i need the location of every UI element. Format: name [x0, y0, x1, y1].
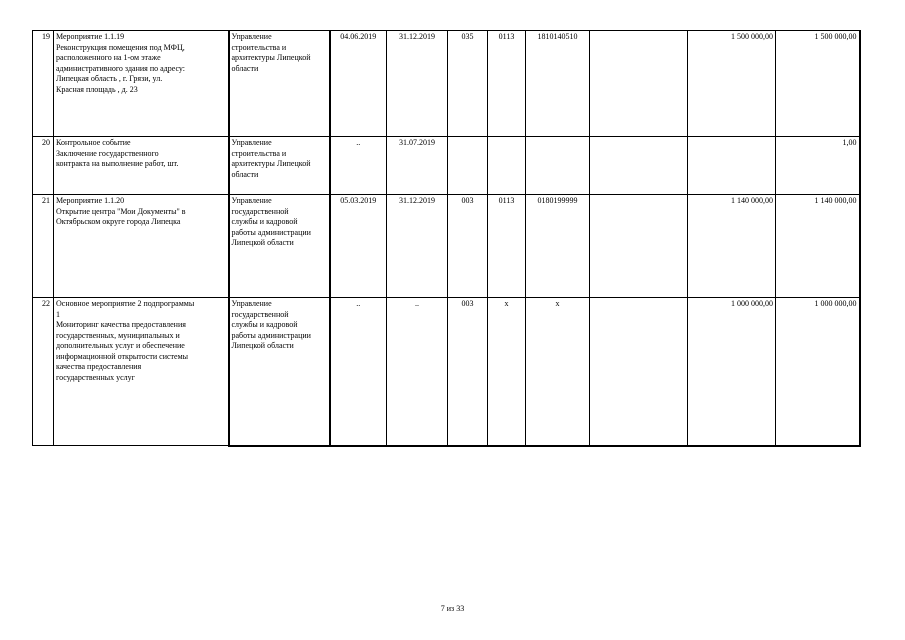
measure-name-line: государственных услуг: [56, 372, 135, 382]
measure-name-line: дополнительных услуг и обеспечение: [56, 341, 185, 350]
table-row: [33, 195, 860, 298]
section-code: 0113: [488, 195, 526, 298]
plan-table: [32, 30, 861, 447]
executor-line: Липецкой области: [231, 238, 294, 247]
amount-2: 1 000 000,00: [776, 298, 860, 446]
measure-name-line: Реконструкция помещения под МФЦ,: [56, 42, 185, 52]
section-code: [488, 137, 526, 195]
row-number: 19: [33, 31, 54, 137]
expense-type: [590, 195, 688, 298]
start-date: ..: [330, 137, 387, 195]
executor-line: строительства и: [231, 42, 287, 52]
executor-line: государственной: [231, 206, 289, 216]
amount-1: 1 500 000,00: [688, 31, 776, 137]
measure-name-line: Октябрьском округе города Липецка: [56, 217, 181, 226]
measure-name-line: Липецкая область , г. Грязи, ул.: [56, 74, 163, 83]
grbs-code: 003: [448, 195, 488, 298]
measure-name: [54, 31, 229, 137]
table-row: [33, 298, 860, 446]
section-code: x: [488, 298, 526, 446]
executor-line: службы и кадровой: [231, 320, 298, 329]
measure-name-line: расположенного на 1-ом этаже: [56, 53, 161, 62]
executor-line: службы и кадровой: [231, 217, 298, 226]
start-date: 05.03.2019: [330, 195, 387, 298]
executor-line: Управление: [231, 299, 272, 308]
expense-type: [590, 31, 688, 137]
expense-type: [590, 298, 688, 446]
measure-name-line: Мероприятие 1.1.19: [56, 32, 125, 41]
grbs-code: [448, 137, 488, 195]
measure-name: [54, 195, 229, 298]
executor: [229, 31, 330, 137]
executor: [229, 137, 330, 195]
measure-name-line: качества предоставления: [56, 362, 142, 371]
table-row: [33, 137, 860, 195]
start-date: 04.06.2019: [330, 31, 387, 137]
target-article-code: 1810140510: [526, 31, 590, 137]
grbs-code: 035: [448, 31, 488, 137]
target-article-code: [526, 137, 590, 195]
row-number: 22: [33, 298, 54, 446]
table-row: [33, 31, 860, 137]
measure-name-line: информационной открытости системы: [56, 351, 189, 361]
amount-1: [688, 137, 776, 195]
amount-1: 1 000 000,00: [688, 298, 776, 446]
target-article-code: 0180199999: [526, 195, 590, 298]
start-date: ..: [330, 298, 387, 446]
measure-name-line: Красная площадь , д. 23: [56, 84, 138, 94]
executor-line: работы администрации: [231, 330, 311, 340]
plan-table-body: [33, 31, 860, 446]
executor-line: Управление: [231, 32, 272, 41]
executor-line: строительства и: [231, 148, 287, 158]
measure-name: [54, 298, 229, 446]
row-number: 20: [33, 137, 54, 195]
measure-name-line: Мероприятие 1.1.20: [56, 196, 125, 205]
measure-name-line: Мониторинг качества предоставления: [56, 320, 186, 329]
executor-line: Управление: [231, 196, 272, 205]
grbs-code: 003: [448, 298, 488, 446]
executor: [229, 298, 330, 446]
executor-line: государственной: [231, 309, 289, 319]
executor-line: области: [231, 63, 259, 73]
amount-2: 1 140 000,00: [776, 195, 860, 298]
executor-line: архитектуры Липецкой: [231, 159, 311, 168]
executor-line: области: [231, 169, 259, 179]
measure-name-line: Заключение государственного: [56, 148, 159, 158]
end-date: 31.12.2019: [387, 31, 448, 137]
target-article-code: x: [526, 298, 590, 446]
measure-name-line: государственных, муниципальных и: [56, 330, 180, 340]
end-date: ..: [387, 298, 448, 446]
section-code: 0113: [488, 31, 526, 137]
measure-name-line: Открытие центра "Мои Документы" в: [56, 206, 186, 216]
end-date: 31.12.2019: [387, 195, 448, 298]
measure-name-line: контракта на выполнение работ, шт.: [56, 159, 179, 168]
measure-name-line: административного здания по адресу:: [56, 63, 186, 73]
amount-2: 1 500 000,00: [776, 31, 860, 137]
page-number: 7 из 33: [440, 604, 465, 613]
measure-name-line: Основное мероприятие 2 подпрограммы: [56, 299, 195, 308]
measure-name: [54, 137, 229, 195]
measure-name-line: Контрольное событие: [56, 138, 131, 147]
executor-line: Управление: [231, 138, 272, 147]
row-number: 21: [33, 195, 54, 298]
executor-line: работы администрации: [231, 227, 311, 237]
executor: [229, 195, 330, 298]
amount-1: 1 140 000,00: [688, 195, 776, 298]
amount-2: 1,00: [776, 137, 860, 195]
expense-type: [590, 137, 688, 195]
executor-line: Липецкой области: [231, 341, 294, 350]
executor-line: архитектуры Липецкой: [231, 53, 311, 62]
end-date: 31.07.2019: [387, 137, 448, 195]
measure-name-line: 1: [56, 309, 60, 319]
